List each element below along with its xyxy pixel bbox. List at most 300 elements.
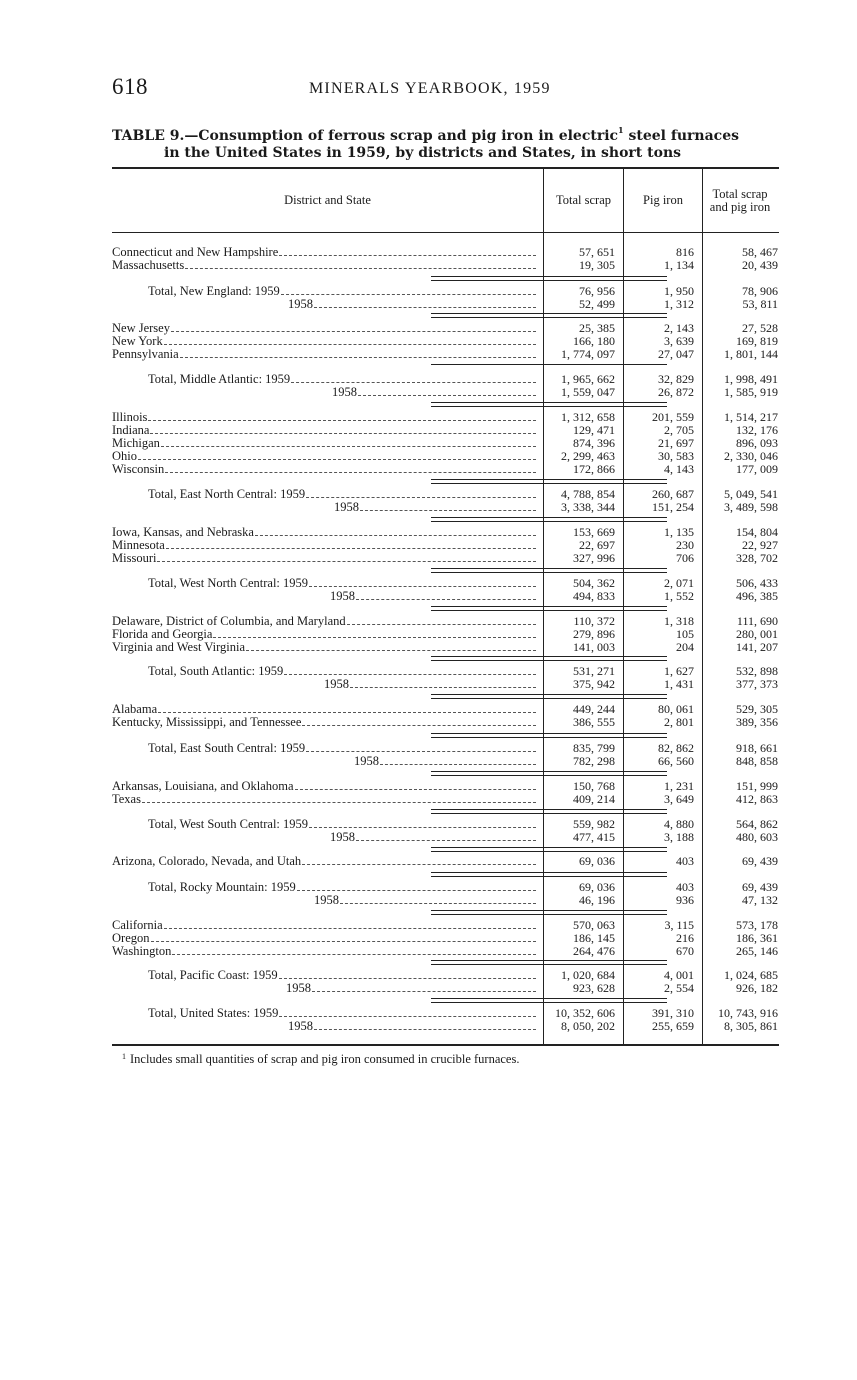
total-scrap-and-pig-cell: 69, 439 <box>742 880 778 894</box>
row-label-text: Ohio <box>112 450 137 463</box>
row-label-text: 1958 <box>324 678 349 691</box>
dot-leader <box>279 1016 536 1017</box>
pig-iron-cell: 2, 801 <box>664 715 694 729</box>
title-footnote-mark: 1 <box>618 125 624 135</box>
total-scrap-and-pig-cell: 47, 132 <box>742 893 778 907</box>
total-scrap-and-pig-cell: 506, 433 <box>736 576 778 590</box>
pig-iron-cell: 403 <box>676 854 694 868</box>
pig-iron-cell: 1, 312 <box>664 297 694 311</box>
row-label <box>112 552 538 565</box>
dot-leader <box>148 420 536 421</box>
dot-leader <box>347 624 536 625</box>
row-label-text: 1958 <box>286 982 311 995</box>
column-header-total-scrap: Total scrap <box>555 193 611 207</box>
pig-iron-cell: 403 <box>676 880 694 894</box>
total-scrap-cell: 386, 555 <box>573 715 615 729</box>
row-label-text: Total, United States: 1959 <box>148 1007 279 1020</box>
column-header-district: District and State <box>284 193 371 207</box>
row-label <box>112 678 538 691</box>
row-label <box>112 945 538 958</box>
pig-iron-cell: 255, 659 <box>652 1019 694 1033</box>
row-label <box>112 641 538 654</box>
pig-iron-cell: 2, 143 <box>664 321 694 335</box>
row-label-text: Delaware, District of Columbia, and Maryland <box>112 615 346 628</box>
total-scrap-and-pig-cell: 532, 898 <box>736 664 778 678</box>
pig-iron-cell: 1, 231 <box>664 779 694 793</box>
total-scrap-cell: 153, 669 <box>573 525 615 539</box>
table-title-line1b: steel furnaces <box>623 128 739 144</box>
total-scrap-and-pig-cell: 529, 305 <box>736 702 778 716</box>
pig-iron-cell: 216 <box>676 931 694 945</box>
row-label-text: 1958 <box>332 386 357 399</box>
dot-leader <box>165 472 536 473</box>
row-label <box>112 424 538 437</box>
section-separator <box>431 960 667 965</box>
row-label-text: Washington <box>112 945 172 958</box>
total-scrap-and-pig-cell: 564, 862 <box>736 817 778 831</box>
row-label <box>112 577 538 590</box>
dot-leader <box>309 586 536 587</box>
total-scrap-cell: 22, 697 <box>579 538 615 552</box>
row-label-text: Arizona, Colorado, Nevada, and Utah <box>112 855 302 868</box>
dot-leader <box>314 1029 536 1030</box>
row-label <box>112 348 538 361</box>
table-row <box>112 831 779 844</box>
section-separator <box>431 872 667 877</box>
total-scrap-and-pig-cell: 5, 049, 541 <box>724 487 778 501</box>
row-label-text: Virginia and West Virginia <box>112 641 246 654</box>
pig-iron-cell: 816 <box>676 245 694 259</box>
dot-leader <box>180 357 536 358</box>
table-row <box>112 1020 779 1033</box>
pig-iron-cell: 3, 115 <box>664 918 694 932</box>
total-scrap-and-pig-cell: 22, 927 <box>742 538 778 552</box>
row-label-text: Texas <box>112 793 141 806</box>
total-scrap-cell: 172, 866 <box>573 462 615 476</box>
pig-iron-cell: 1, 431 <box>664 677 694 691</box>
pig-iron-cell: 4, 001 <box>664 968 694 982</box>
table-row <box>112 552 779 565</box>
table-row <box>112 716 779 729</box>
dot-leader <box>255 535 536 536</box>
dot-leader <box>246 650 536 651</box>
row-label <box>112 450 538 463</box>
table-row <box>112 678 779 691</box>
row-label <box>112 855 538 868</box>
row-label-text: Total, East South Central: 1959 <box>148 742 306 755</box>
pig-iron-cell: 670 <box>676 944 694 958</box>
row-label-text: Florida and Georgia <box>112 628 213 641</box>
total-scrap-cell: 129, 471 <box>573 423 615 437</box>
row-label-text: New York <box>112 335 163 348</box>
pig-iron-cell: 2, 705 <box>664 423 694 437</box>
row-label <box>112 615 538 628</box>
pig-iron-cell: 3, 639 <box>664 334 694 348</box>
total-scrap-and-pig-cell: 918, 661 <box>736 741 778 755</box>
total-scrap-and-pig-cell: 2, 330, 046 <box>724 449 778 463</box>
row-label-text: Total, Middle Atlantic: 1959 <box>148 373 291 386</box>
dot-leader <box>356 599 536 600</box>
row-label-text: Missouri <box>112 552 157 565</box>
dot-leader <box>350 687 536 688</box>
table-row <box>112 259 779 272</box>
total-scrap-and-pig-cell: 27, 528 <box>742 321 778 335</box>
dot-leader <box>151 941 537 942</box>
pig-iron-cell: 4, 143 <box>664 462 694 476</box>
row-label <box>112 628 538 641</box>
pig-iron-cell: 21, 697 <box>658 436 694 450</box>
total-scrap-and-pig-cell: 8, 305, 861 <box>724 1019 778 1033</box>
dot-leader <box>302 725 536 726</box>
section-separator <box>431 998 667 1003</box>
dot-leader <box>158 712 536 713</box>
footnote <box>122 1052 519 1067</box>
page-number: 618 <box>112 74 148 99</box>
section-separator <box>431 479 667 484</box>
row-label <box>112 373 538 386</box>
row-label <box>112 831 538 844</box>
total-scrap-and-pig-cell: 20, 439 <box>742 258 778 272</box>
total-scrap-cell: 52, 499 <box>579 297 615 311</box>
row-label-text: Michigan <box>112 437 160 450</box>
row-label-text: Minnesota <box>112 539 165 552</box>
total-scrap-cell: 3, 338, 344 <box>561 500 615 514</box>
section-separator <box>431 809 667 814</box>
row-label-text: 1958 <box>314 894 339 907</box>
row-label-text: 1958 <box>354 755 379 768</box>
dot-leader <box>314 307 536 308</box>
row-label-text: Total, East North Central: 1959 <box>148 488 306 501</box>
total-scrap-and-pig-cell: 69, 439 <box>742 854 778 868</box>
row-label <box>112 919 538 932</box>
total-scrap-cell: 1, 559, 047 <box>561 385 615 399</box>
pig-iron-cell: 82, 862 <box>658 741 694 755</box>
row-label <box>112 969 538 982</box>
total-scrap-cell: 570, 063 <box>573 918 615 932</box>
total-scrap-cell: 327, 996 <box>573 551 615 565</box>
pig-iron-cell: 32, 829 <box>658 372 694 386</box>
total-scrap-and-pig-cell: 1, 801, 144 <box>724 347 778 361</box>
row-label <box>112 716 538 729</box>
total-scrap-and-pig-cell: 1, 585, 919 <box>724 385 778 399</box>
total-scrap-and-pig-cell: 10, 743, 916 <box>718 1006 778 1020</box>
total-scrap-and-pig-cell: 480, 603 <box>736 830 778 844</box>
pig-iron-cell: 66, 560 <box>658 754 694 768</box>
total-scrap-cell: 186, 145 <box>573 931 615 945</box>
row-label-text: Total, New England: 1959 <box>148 285 280 298</box>
total-scrap-cell: 4, 788, 854 <box>561 487 615 501</box>
total-scrap-cell: 449, 244 <box>573 702 615 716</box>
dot-leader <box>340 903 536 904</box>
total-scrap-and-pig-cell: 141, 207 <box>736 640 778 654</box>
row-label-text: Alabama <box>112 703 158 716</box>
total-scrap-cell: 69, 036 <box>579 854 615 868</box>
dot-leader <box>213 637 536 638</box>
total-scrap-cell: 1, 312, 658 <box>561 410 615 424</box>
total-scrap-cell: 1, 965, 662 <box>561 372 615 386</box>
pig-iron-cell: 1, 134 <box>664 258 694 272</box>
dot-leader <box>297 890 536 891</box>
dot-leader <box>295 789 536 790</box>
total-scrap-and-pig-cell: 265, 146 <box>736 944 778 958</box>
table-row <box>112 463 779 476</box>
row-label-text: Total, Rocky Mountain: 1959 <box>148 881 296 894</box>
dot-leader <box>302 864 536 865</box>
row-label-text: Total, Pacific Coast: 1959 <box>148 969 278 982</box>
total-scrap-cell: 46, 196 <box>579 893 615 907</box>
section-separator <box>431 517 667 522</box>
total-scrap-cell: 69, 036 <box>579 880 615 894</box>
dot-leader <box>279 255 536 256</box>
pig-iron-cell: 1, 950 <box>664 284 694 298</box>
section-separator <box>431 656 667 661</box>
dot-leader <box>358 395 536 396</box>
column-header-total-scrap-and-pig: Total scrap and pig iron <box>709 186 771 214</box>
table-row <box>112 501 779 514</box>
row-label <box>112 386 538 399</box>
pig-iron-cell: 2, 554 <box>664 981 694 995</box>
pig-iron-cell: 30, 583 <box>658 449 694 463</box>
dot-leader <box>157 561 536 562</box>
total-scrap-cell: 76, 956 <box>579 284 615 298</box>
row-label <box>112 590 538 603</box>
row-label-text: Arkansas, Louisiana, and Oklahoma <box>112 780 294 793</box>
dot-leader <box>138 459 536 460</box>
table-row <box>112 982 779 995</box>
dot-leader <box>312 991 536 992</box>
pig-iron-cell: 230 <box>676 538 694 552</box>
dot-leader <box>356 840 536 841</box>
running-head: MINERALS YEARBOOK, 1959 <box>309 80 551 97</box>
pig-iron-cell: 936 <box>676 893 694 907</box>
total-scrap-cell: 57, 651 <box>579 245 615 259</box>
table-bottom-rule <box>112 1044 779 1046</box>
total-scrap-and-pig-cell: 169, 819 <box>736 334 778 348</box>
section-separator <box>431 771 667 776</box>
row-label <box>112 526 538 539</box>
row-label <box>112 818 538 831</box>
row-label-text: Connecticut and New Hampshire <box>112 246 279 259</box>
row-label-text: 1958 <box>334 501 359 514</box>
row-label-text: Illinois <box>112 411 148 424</box>
total-scrap-cell: 559, 982 <box>573 817 615 831</box>
total-scrap-and-pig-cell: 186, 361 <box>736 931 778 945</box>
total-scrap-cell: 19, 305 <box>579 258 615 272</box>
pig-iron-cell: 2, 071 <box>664 576 694 590</box>
dot-leader <box>185 268 536 269</box>
total-scrap-cell: 110, 372 <box>573 614 615 628</box>
total-scrap-cell: 504, 362 <box>573 576 615 590</box>
table-row <box>112 755 779 768</box>
total-scrap-cell: 141, 003 <box>573 640 615 654</box>
table-row <box>112 298 779 311</box>
pig-iron-cell: 3, 188 <box>664 830 694 844</box>
total-scrap-cell: 10, 352, 606 <box>555 1006 615 1020</box>
dot-leader <box>309 827 536 828</box>
pig-iron-cell: 151, 254 <box>652 500 694 514</box>
total-scrap-and-pig-cell: 389, 356 <box>736 715 778 729</box>
row-label-text: California <box>112 919 163 932</box>
section-separator <box>431 402 667 407</box>
dot-leader <box>306 497 536 498</box>
table-title <box>112 122 782 162</box>
row-label <box>112 463 538 476</box>
total-scrap-cell: 874, 396 <box>573 436 615 450</box>
row-label <box>112 335 538 348</box>
total-scrap-cell: 166, 180 <box>573 334 615 348</box>
row-label <box>112 259 538 272</box>
total-scrap-cell: 531, 271 <box>573 664 615 678</box>
total-scrap-cell: 264, 476 <box>573 944 615 958</box>
row-label-text: Kentucky, Mississippi, and Tennessee <box>112 716 302 729</box>
section-separator <box>431 568 667 573</box>
column-header-pig-iron: Pig iron <box>643 193 683 207</box>
dot-leader <box>291 382 536 383</box>
pig-iron-cell: 26, 872 <box>658 385 694 399</box>
total-scrap-cell: 1, 020, 684 <box>561 968 615 982</box>
section-separator <box>431 364 667 365</box>
total-scrap-cell: 1, 774, 097 <box>561 347 615 361</box>
row-label <box>112 793 538 806</box>
row-label-text: Indiana <box>112 424 150 437</box>
total-scrap-and-pig-cell: 1, 024, 685 <box>724 968 778 982</box>
total-scrap-and-pig-cell: 1, 998, 491 <box>724 372 778 386</box>
total-scrap-and-pig-cell: 328, 702 <box>736 551 778 565</box>
total-scrap-and-pig-cell: 111, 690 <box>736 614 778 628</box>
section-separator <box>431 313 667 318</box>
total-scrap-and-pig-cell: 154, 804 <box>736 525 778 539</box>
pig-iron-cell: 1, 627 <box>664 664 694 678</box>
dot-leader <box>161 446 536 447</box>
section-separator <box>431 276 667 281</box>
pig-iron-cell: 4, 880 <box>664 817 694 831</box>
row-label-text: Wisconsin <box>112 463 165 476</box>
total-scrap-cell: 477, 415 <box>573 830 615 844</box>
pig-iron-cell: 204 <box>676 640 694 654</box>
table-row <box>112 945 779 958</box>
total-scrap-and-pig-cell: 848, 858 <box>736 754 778 768</box>
total-scrap-and-pig-cell: 377, 373 <box>736 677 778 691</box>
row-label <box>112 881 538 894</box>
table-header-rule <box>112 232 779 233</box>
dot-leader <box>166 548 536 549</box>
total-scrap-cell: 150, 768 <box>573 779 615 793</box>
dot-leader <box>279 978 536 979</box>
total-scrap-cell: 8, 050, 202 <box>561 1019 615 1033</box>
table-row <box>112 894 779 907</box>
row-label <box>112 322 538 335</box>
total-scrap-and-pig-cell: 280, 001 <box>736 627 778 641</box>
total-scrap-and-pig-cell: 78, 906 <box>742 284 778 298</box>
row-label-text: New Jersey <box>112 322 170 335</box>
row-label-text: 1958 <box>288 1020 313 1033</box>
row-label-text: 1958 <box>288 298 313 311</box>
pig-iron-cell: 201, 559 <box>652 410 694 424</box>
total-scrap-and-pig-cell: 132, 176 <box>736 423 778 437</box>
dot-leader <box>306 751 536 752</box>
total-scrap-and-pig-cell: 3, 489, 598 <box>724 500 778 514</box>
dot-leader <box>142 802 536 803</box>
total-scrap-and-pig-cell: 573, 178 <box>736 918 778 932</box>
table-row <box>112 386 779 399</box>
total-scrap-cell: 494, 833 <box>573 589 615 603</box>
table-row <box>112 348 779 361</box>
total-scrap-cell: 409, 214 <box>573 792 615 806</box>
row-label <box>112 298 538 311</box>
dot-leader <box>284 674 536 675</box>
total-scrap-cell: 835, 799 <box>573 741 615 755</box>
total-scrap-and-pig-cell: 926, 182 <box>736 981 778 995</box>
table-title-line2: in the United States in 1959, by districts and States, in short tons <box>164 145 682 161</box>
total-scrap-cell: 375, 942 <box>573 677 615 691</box>
dot-leader <box>172 954 536 955</box>
row-label <box>112 501 538 514</box>
total-scrap-cell: 782, 298 <box>573 754 615 768</box>
total-scrap-and-pig-cell: 1, 514, 217 <box>724 410 778 424</box>
row-label <box>112 742 538 755</box>
pig-iron-cell: 3, 649 <box>664 792 694 806</box>
row-label-text: Oregon <box>112 932 150 945</box>
pig-iron-cell: 27, 047 <box>658 347 694 361</box>
row-label-text: Iowa, Kansas, and Nebraska <box>112 526 254 539</box>
row-label <box>112 1020 538 1033</box>
footnote-text: Includes small quantities of scrap and pig iron consumed in crucible furnaces. <box>130 1052 520 1066</box>
section-separator <box>431 733 667 738</box>
dot-leader <box>281 294 536 295</box>
row-label-text: Massachusetts <box>112 259 185 272</box>
total-scrap-and-pig-cell: 896, 093 <box>736 436 778 450</box>
table-row <box>112 855 779 868</box>
total-scrap-and-pig-cell: 177, 009 <box>736 462 778 476</box>
row-label <box>112 932 538 945</box>
row-label-text: Total, West North Central: 1959 <box>148 577 309 590</box>
row-label-text: Total, West South Central: 1959 <box>148 818 309 831</box>
total-scrap-cell: 2, 299, 463 <box>561 449 615 463</box>
row-label <box>112 780 538 793</box>
pig-iron-cell: 1, 552 <box>664 589 694 603</box>
pig-iron-cell: 105 <box>676 627 694 641</box>
row-label-text: Pennsylvania <box>112 348 179 361</box>
footnote-mark: 1 <box>122 1052 126 1061</box>
pig-iron-cell: 260, 687 <box>652 487 694 501</box>
row-label <box>112 982 538 995</box>
row-label <box>112 665 538 678</box>
dot-leader <box>164 928 536 929</box>
dot-leader <box>360 510 536 511</box>
row-label <box>112 246 538 259</box>
row-label <box>112 755 538 768</box>
pig-iron-cell: 1, 135 <box>664 525 694 539</box>
pig-iron-cell: 80, 061 <box>658 702 694 716</box>
total-scrap-cell: 923, 628 <box>573 981 615 995</box>
total-scrap-and-pig-cell: 496, 385 <box>736 589 778 603</box>
dot-leader <box>380 764 536 765</box>
section-separator <box>431 694 667 699</box>
row-label <box>112 488 538 501</box>
total-scrap-and-pig-cell: 58, 467 <box>742 245 778 259</box>
section-separator <box>431 606 667 611</box>
section-separator <box>431 847 667 852</box>
dot-leader <box>150 433 536 434</box>
pig-iron-cell: 706 <box>676 551 694 565</box>
row-label <box>112 411 538 424</box>
row-label-text: Total, South Atlantic: 1959 <box>148 665 284 678</box>
dot-leader <box>171 331 536 332</box>
pig-iron-cell: 391, 310 <box>652 1006 694 1020</box>
total-scrap-and-pig-cell: 151, 999 <box>736 779 778 793</box>
table-row <box>112 590 779 603</box>
row-label <box>112 437 538 450</box>
